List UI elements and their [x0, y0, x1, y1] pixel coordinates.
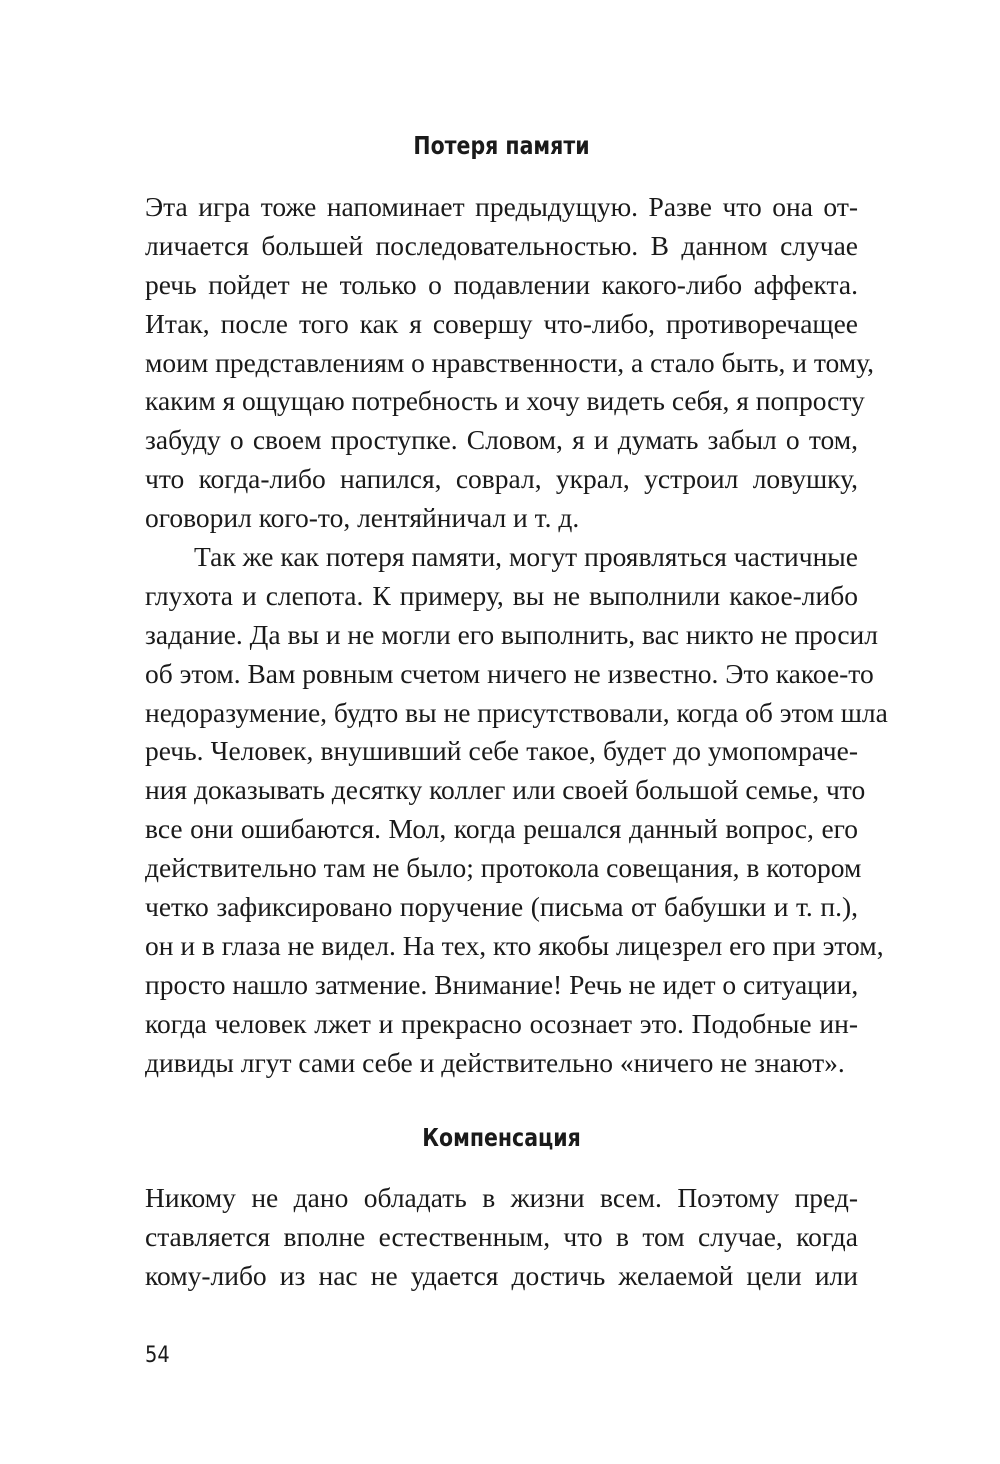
text-line: моим представлениям о нравственности, а стало быть, и тому,	[145, 346, 875, 378]
text-line: личается большей последовательностью. В данном случае	[145, 229, 858, 261]
text-line: об этом. Вам ровным счетом ничего не известно. Это какое-то	[145, 657, 874, 689]
text-line: недоразумение, будто вы не присутствовали, когда об этом шла	[145, 696, 888, 728]
text-line: четко зафиксировано поручение (письма от бабушки и т. п.),	[145, 891, 858, 923]
text-line: кому-либо из нас не удается достичь желаемой цели или	[145, 1259, 858, 1291]
text-line: что когда-либо напился, соврал, украл, устроил ловушку,	[145, 463, 858, 495]
text-line: забуду о своем проступке. Словом, я и думать забыл о том,	[145, 424, 858, 456]
text-line: оговорил кого-то, лентяйничал и т. д.	[145, 502, 580, 534]
text-line: действительно там не было; протокола совещания, в котором	[145, 852, 862, 884]
paragraph-memory-loss-1	[145, 188, 875, 538]
paragraph-memory-loss-2	[145, 538, 888, 1082]
text-line: Итак, после того как я совершу что-либо, противоречащее	[145, 307, 858, 339]
text-line: каким я ощущаю потребность и хочу видеть себя, я попросту	[145, 385, 865, 417]
text-line: Эта игра тоже напоминает предыдущую. Разве что она от-	[145, 191, 858, 222]
text-line: ставляется вполне естественным, что в том случае, когда	[145, 1220, 858, 1252]
section-heading-compensation: Компенсация	[422, 1123, 581, 1152]
text-line: речь пойдет не только о подавлении какого-либо аффекта.	[145, 268, 858, 300]
text-line: все они ошибаются. Мол, когда решался данный вопрос, его	[145, 813, 858, 845]
text-line: глухота и слепота. К примеру, вы не выполнили какое-либо	[145, 579, 858, 611]
section-heading-memory-loss: Потеря памяти	[413, 131, 590, 160]
page-number: 54	[145, 1343, 170, 1368]
text-line: дивиды лгут сами себе и действительно «ничего не знают».	[145, 1046, 845, 1078]
text-line: речь. Человек, внушивший себе такое, будет до умопомраче-	[145, 735, 858, 767]
paragraph-compensation-1	[145, 1179, 858, 1296]
text-line: он и в глаза не видел. На тех, кто якобы лицезрел его при этом,	[145, 929, 884, 961]
text-line: ния доказывать десятку коллег или своей большой семье, что	[145, 774, 866, 806]
text-line: задание. Да вы и не могли его выполнить, вас никто не просил	[145, 618, 878, 650]
text-line: Так же как потеря памяти, могут проявляться частичные	[194, 541, 858, 572]
text-line: когда человек лжет и прекрасно осознает это. Подобные ин-	[145, 1007, 858, 1039]
text-line: просто нашло затмение. Внимание! Речь не идет о ситуации,	[145, 968, 859, 1000]
text-line: Никому не дано обладать в жизни всем. Поэтому пред-	[145, 1182, 858, 1213]
